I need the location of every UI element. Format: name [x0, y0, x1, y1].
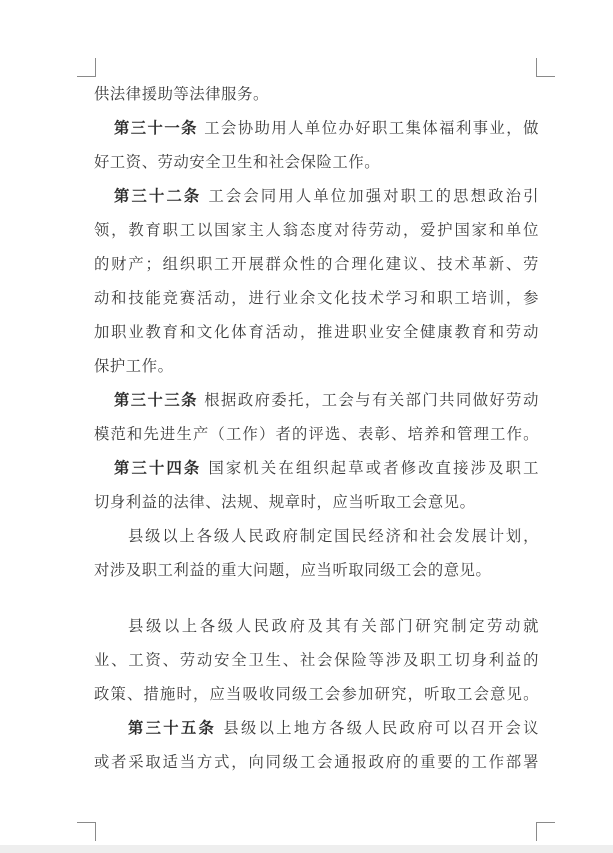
article-33-heading: 第三十三条 [114, 391, 198, 409]
paragraph-line: 政策、措施时，应当吸收同级工会参加研究，听取工会意见。 [94, 685, 539, 703]
paragraph-line: 模范和先进生产（工作）者的评选、表彰、培养和管理工作。 [94, 425, 539, 443]
article-33-text: 根据政府委托，工会与有关部门共同做好劳动 [197, 391, 539, 409]
page-gap [0, 845, 613, 853]
article-31-line [94, 111, 539, 145]
crop-mark-bottom-left [77, 822, 96, 841]
article-34-text: 国家机关在组织起草或者修改直接涉及职工 [201, 459, 539, 477]
article-34-line [94, 451, 539, 485]
article-35-line [94, 711, 539, 745]
paragraph-line: 县级以上各级人民政府及其有关部门研究制定劳动就 [128, 617, 539, 635]
paragraph-line: 县级以上各级人民政府制定国民经济和社会发展计划， [128, 527, 539, 545]
article-35-heading: 第三十五条 [128, 719, 217, 737]
article-34-heading: 第三十四条 [114, 459, 202, 477]
article-31-text: 工会协助用人单位办好职工集体福利事业，做 [197, 119, 539, 137]
article-35-text: 县级以上地方各级人民政府可以召开会议 [216, 719, 539, 737]
paragraph-line: 切身利益的法律、法规、规章时，应当听取工会意见。 [94, 493, 476, 511]
article-33-line [94, 383, 539, 417]
paragraph-line: 加职业教育和文化体育活动，推进职业安全健康教育和劳动 [94, 323, 539, 341]
paragraph-line: 好工资、劳动安全卫生和社会保险工作。 [94, 153, 381, 171]
text-block-lower [94, 609, 539, 779]
crop-mark-top-left [77, 58, 96, 77]
article-32-text: 工会会同用人单位加强对职工的思想政治引 [201, 187, 539, 205]
crop-mark-top-right [536, 58, 555, 77]
text-block-upper [94, 77, 539, 587]
article-31-heading: 第三十一条 [114, 119, 198, 137]
paragraph-line: 领，教育职工以国家主人翁态度对待劳动，爱护国家和单位 [94, 221, 539, 239]
paragraph-line: 保护工作。 [94, 357, 174, 375]
paragraph-line: 业、工资、劳动安全卫生、社会保险等涉及职工切身利益的 [94, 651, 539, 669]
paragraph-line: 对涉及职工利益的重大问题，应当听取同级工会的意见。 [94, 561, 492, 579]
article-32-line [94, 179, 539, 213]
paragraph-line: 的财产；组织职工开展群众性的合理化建议、技术革新、劳 [94, 255, 539, 273]
paragraph-line: 动和技能竞赛活动，进行业余文化技术学习和职工培训，参 [94, 289, 539, 307]
article-32-heading: 第三十二条 [114, 187, 202, 205]
paragraph-line: 或者采取适当方式，向同级工会通报政府的重要的工作部署 [94, 753, 539, 771]
paragraph-line: 供法律援助等法律服务。 [94, 85, 269, 103]
crop-mark-bottom-right [536, 822, 555, 841]
